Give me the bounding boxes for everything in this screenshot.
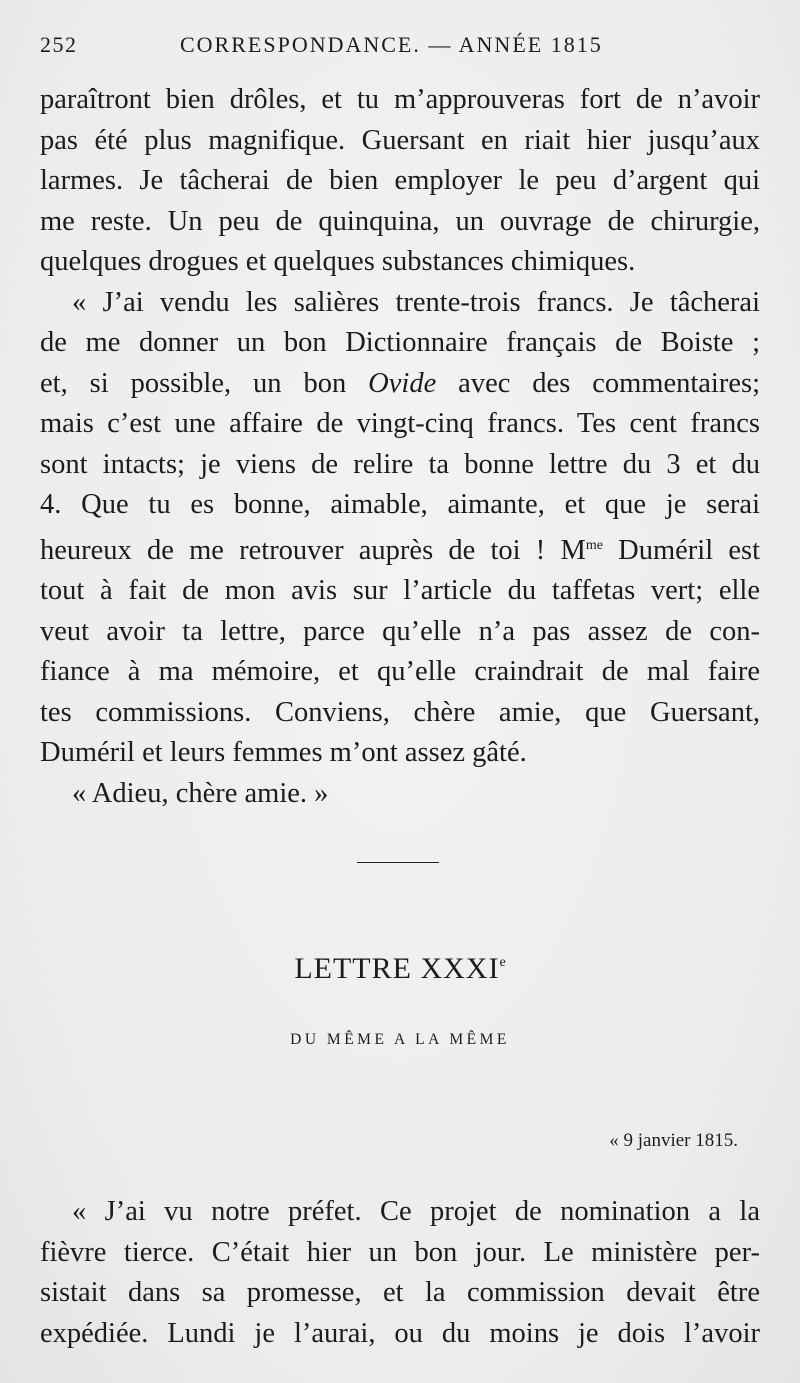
text-line: larmes. Je tâcherai de bien employer le peu d’argent qui <box>40 165 760 196</box>
text-line: veut avoir ta lettre, parce qu’elle n’a pas assez de con- <box>40 615 760 647</box>
page-number: 252 <box>40 32 78 57</box>
section-divider <box>357 862 439 863</box>
text-line: quelques drogues et quelques substances chimiques. <box>40 246 636 277</box>
text-fragment: avec des commentaires; <box>458 367 761 399</box>
text-line: 4. Que tu es bonne, aimable, aimante, et que je serai <box>40 489 760 520</box>
text-fragment: Duméril est <box>618 534 761 566</box>
letter-body-continued <box>40 80 760 814</box>
text-line <box>40 364 760 405</box>
text-line <box>40 526 760 572</box>
superscript-me: me <box>585 537 603 553</box>
text-line: paraîtront bien drôles, et tu m’approuveras fort de n’avoir <box>40 84 760 115</box>
text-line: « J’ai vu notre préfet. Ce projet de nomination a la <box>72 1196 760 1227</box>
book-title-ovide: Ovide <box>368 367 437 399</box>
text-fragment: et, si possible, un bon <box>40 367 347 399</box>
letter-subtitle: DU MÊME A LA MÊME <box>290 1031 510 1048</box>
running-head: CORRESPONDANCE. — ANNÉE 1815 <box>180 32 603 57</box>
text-line: sistait dans sa promesse, et la commission devait être <box>40 1277 760 1308</box>
text-line: me reste. Un peu de quinquina, un ouvrage de chirurgie, <box>40 205 760 237</box>
text-line: tout à fait de mon avis sur l’article du taffetas vert; elle <box>40 575 760 606</box>
text-line: Duméril et leurs femmes m’ont assez gâté. <box>40 737 527 768</box>
text-line: expédiée. Lundi je l’aurai, ou du moins je dois l’avoir <box>40 1317 760 1349</box>
text-line: sont intacts; je viens de relire ta bonne lettre du 3 et du <box>40 448 760 480</box>
text-line: mais c’est une affaire de vingt-cinq francs. Tes cent francs <box>40 408 760 439</box>
text-line: « J’ai vendu les salières trente-trois francs. Je tâcherai <box>72 286 760 318</box>
text-line: pas été plus magnifique. Guersant en riait hier jusqu’aux <box>40 124 760 156</box>
letter-title <box>0 952 800 986</box>
letter-title-text: LETTRE XXXI <box>294 952 500 985</box>
letter-date: « 9 janvier 1815. <box>609 1130 738 1151</box>
text-line: « Adieu, chère amie. » <box>72 777 329 809</box>
page-header <box>40 32 760 64</box>
text-line: fiance à ma mémoire, et qu’elle craindrait de mal faire <box>40 656 760 687</box>
text-line: fièvre tierce. C’était hier un bon jour. Le ministère per- <box>40 1236 760 1268</box>
letter-title-superscript: e <box>499 955 506 970</box>
text-line: tes commissions. Conviens, chère amie, que Guersant, <box>40 696 760 728</box>
text-fragment: heureux de me retrouver auprès de toi ! M <box>40 534 586 566</box>
letter-body-new <box>40 1192 760 1354</box>
text-line: de me donner un bon Dictionnaire français de Boiste ; <box>40 327 760 358</box>
